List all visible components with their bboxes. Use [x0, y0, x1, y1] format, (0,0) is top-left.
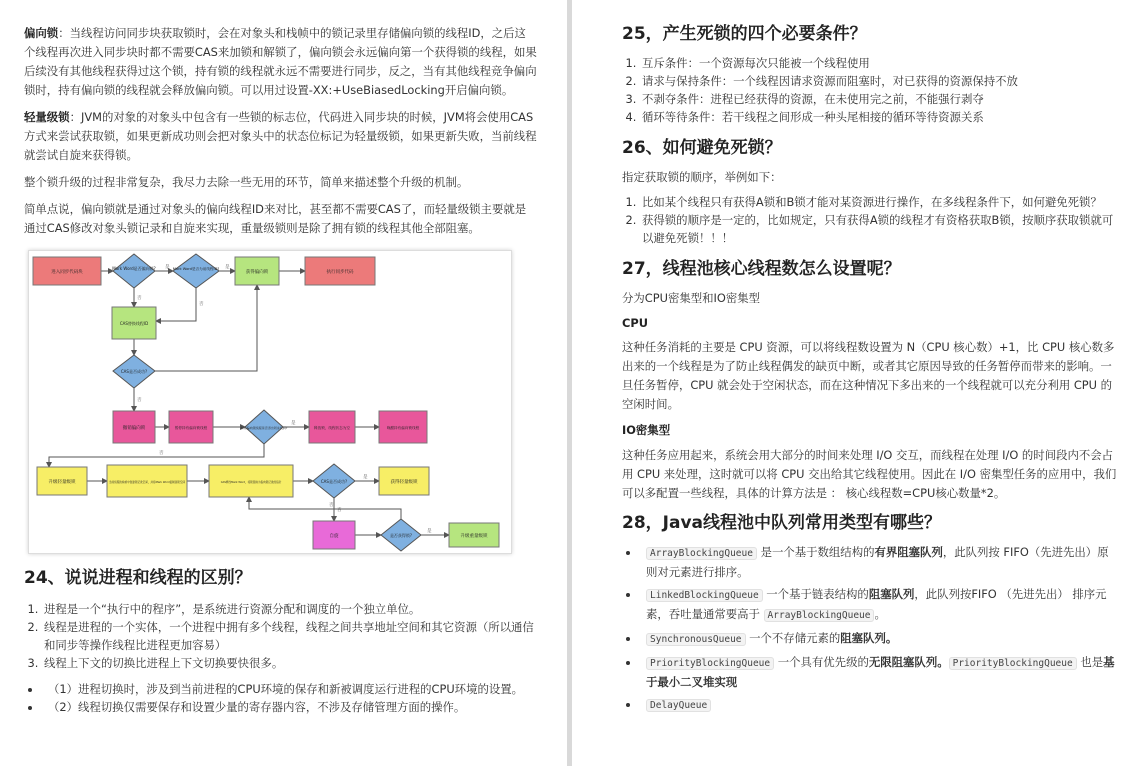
node-is-current-thread-id [173, 254, 219, 288]
list-28 [622, 543, 1119, 715]
list-text: ，此队列按 FIFO（先进先出）原则对元素进行排序。 [646, 545, 1109, 579]
edge-label-yes-2: 是 [225, 265, 230, 270]
list-24-bullets [24, 680, 537, 716]
node-wake-holder-thread-label: 唤醒持有偏向锁线程 [386, 426, 420, 430]
node-cas-modify-mark-word-label: CAS修改Mark Word，将锁替换为指向锁记录的指针 [220, 481, 282, 484]
node-enter-sync-block-label: 进入同步代码块 [51, 270, 83, 275]
edge-label-yes-3: 是 [291, 421, 296, 426]
right-page [572, 0, 1143, 766]
inline-code: DelayQueue [646, 699, 711, 712]
node-get-biased-lock-label: 获得偏向锁 [245, 270, 269, 275]
list-item: 4. 循环等待条件：若干线程之间形成一种头尾相接的循环等待资源关系 [640, 108, 1119, 126]
edge-label-yes-5: 是 [427, 529, 432, 534]
inline-code: PriorityBlockingQueue [949, 657, 1077, 670]
node-upgrade-heavyweight-label: 升级重量级锁 [460, 534, 488, 539]
list-item: 3. 不剥夺条件：进程已经获得的资源，在未使用完之前，不能强行剥夺 [640, 90, 1119, 108]
biased-lock-text: ：当线程访问同步块获取锁时，会在对象头和栈帧中的锁记录里存储偏向锁的线程ID，之后这个线程再次进入同步块时都不需要CAS来加锁和解锁了，偏向锁会永远偏向第一个获得锁的线程，如果后续没有其他线程获得过这个锁，持有锁的线程就永远不需要进行同步，反之，当有其他线程竞争偏向锁时，持有偏向锁的线程就会释放偏向锁。可以用过设置-XX:+UseBiasedLocking开启偏向锁。 [24, 26, 537, 97]
edge-label-no-5: 否 [337, 508, 342, 513]
heading-24: 24、说说进程和线程的区别？ [24, 568, 252, 588]
list-item [640, 695, 1119, 715]
node-holder-exited-label: 持有偏向锁线程是否退出同步代码? [240, 426, 288, 430]
node-get-lightweight-lock-label: 获得轻量级锁 [390, 480, 418, 485]
list-bold: 基于最小二叉堆实现 [646, 655, 1115, 689]
edge-label-yes-1: 是 [165, 265, 170, 270]
list-item: 1. 比如某个线程只有获得A锁和B锁才能对某资源进行操作，在多线程条件下，如何避免死锁？ [640, 193, 1119, 211]
list-26 [622, 193, 1119, 247]
edge-label-no-4: 否 [159, 451, 164, 456]
list-text: 一个不存储元素的 [745, 631, 841, 645]
list-item: 3. 线程上下文的切换比进程上下文切换要快很多。 [42, 654, 537, 672]
biased-lock-paragraph [24, 24, 537, 100]
list-item [640, 585, 1119, 625]
list-item [640, 543, 1119, 581]
heading-26: 26、如何避免死锁？ [622, 138, 782, 158]
io-subheading: IO密集型 [622, 423, 671, 437]
biased-lock-term: 偏向锁 [24, 26, 59, 40]
cpu-paragraph: 这种任务消耗的主要是 CPU 资源，可以将线程数设置为 N（CPU 核心数）+1，比 CPU 核心数多出来的一个线程是为了防止线程偶发的缺页中断，或者其它原因导致的任务暂停而带来的影响。一旦任务暂停，CPU 就会处于空闲状态，而在这种情况下多出来的一个线程就可以充分利用 CPU 的空闲时间。 [622, 340, 1115, 411]
list-item [640, 629, 1119, 649]
list-text: 一个基于链表结构的 [762, 587, 869, 601]
inline-code: ArrayBlockingQueue [646, 547, 757, 560]
list-item: 2. 获得锁的顺序是一定的，比如规定，只有获得A锁的线程才有资格获取B锁，按顺序获取锁就可以避免死锁！！！ [640, 211, 1119, 247]
paragraph-27: 分为CPU密集型和IO密集型 [622, 291, 761, 305]
left-page [0, 0, 567, 766]
node-spin-label: 自旋 [329, 534, 339, 539]
flowchart-svg [29, 251, 511, 553]
node-execute-sync-code-label: 执行同步代码 [326, 270, 354, 275]
node-got-lock-label: 是否获得锁? [389, 533, 413, 538]
edge-label-no-3: 否 [137, 398, 142, 403]
lightweight-lock-text: ：JVM的对象的对象头中包含有一些锁的标志位，代码进入同步块的时候，JVM将会使用CAS方式来尝试获取锁，如果更新成功则会把对象头中的状态位标记为轻量级锁，如果更新失败，当前线程就尝试自旋来获得锁。 [24, 110, 537, 162]
heading-27: 27，线程池核心线程数怎么设置呢？ [622, 259, 901, 279]
edge-label-no-2: 否 [199, 302, 204, 307]
inline-code: ArrayBlockingQueue [764, 609, 875, 622]
list-25 [622, 54, 1119, 126]
inline-code: SynchronousQueue [646, 633, 746, 646]
edge-label-yes-4: 是 [363, 475, 368, 480]
node-upgrade-lightweight-label: 升级轻量级锁 [48, 480, 76, 485]
list-text: 一个具有优先级的 [774, 655, 869, 669]
node-is-current-thread-id-label: Mark Word是否为前线程ID? [172, 267, 220, 271]
list-bold: 阻塞队列。 [840, 631, 898, 645]
list-item: • （1）进程切换时，涉及到当前进程的CPU环境的保存和新被调度运行进程的CPU环境的设置。 [42, 680, 537, 698]
list-item: 2. 线程是进程的一个实体，一个进程中拥有多个线程，线程之间共享地址空间和其它资源（所以通信和同步等操作线程比进程更加容易） [42, 618, 537, 654]
list-text: 是一个基于数组结构的 [756, 545, 875, 559]
list-item: • （2）线程切换仅需要保存和设置少量的寄存器内容，不涉及存储管理方面的操作。 [42, 698, 537, 716]
list-text: 也是 [1076, 655, 1104, 669]
paragraph-26: 指定获取锁的顺序，举例如下： [622, 170, 782, 184]
cpu-subheading: CPU [622, 316, 648, 330]
list-item: 2. 请求与保持条件：一个线程因请求资源而阻塞时，对已获得的资源保持不放 [640, 72, 1119, 90]
list-text: 。 [874, 607, 886, 621]
node-create-lock-record-label: 当前线程的栈帧中创建锁记录空间，并将Mark Word复制到锁空间 [108, 481, 186, 484]
list-bold: 有界阻塞队列 [874, 545, 943, 559]
edge-label-no-1: 否 [137, 296, 142, 301]
node-cas-success-2-label: CAS是否成功? [320, 479, 348, 484]
heading-25: 25，产生死锁的四个必要条件？ [622, 24, 867, 44]
node-pause-holder-thread-label: 暂停持有偏向锁线程 [174, 426, 208, 430]
node-release-lock-label: 释放锁，线程状态为空 [314, 426, 350, 430]
list-24-ordered [24, 600, 537, 672]
list-bold: 阻塞队列 [868, 587, 915, 601]
lock-upgrade-summary: 简单点说，偏向锁就是通过对象头的偏向线程ID来对比，甚至都不需要CAS了，而轻量级锁主要就是通过CAS修改对象头锁记录和自旋来实现，重量级锁则是除了拥有锁的线程其他全部阻塞。 [24, 202, 527, 235]
node-is-biased-lock [113, 254, 155, 288]
inline-code: PriorityBlockingQueue [646, 657, 774, 670]
list-bold: 无限阻塞队列。 [868, 655, 949, 669]
node-cas-success-1-label: CAS是否成功? [120, 369, 148, 374]
list-item: 1. 进程是一个“执行中的程序”，是系统进行资源分配和调度的一个独立单位。 [42, 600, 537, 618]
node-revoke-biased-lock-label: 撤销偏向锁 [122, 426, 146, 431]
lightweight-lock-paragraph [24, 108, 537, 165]
list-item: 1. 互斥条件：一个资源每次只能被一个线程使用 [640, 54, 1119, 72]
heading-28: 28，Java线程池中队列常用类型有哪些？ [622, 513, 942, 533]
edge-label-no-6: 否 [329, 503, 334, 508]
inline-code: LinkedBlockingQueue [646, 589, 763, 602]
node-is-biased-lock-label: Mark Word是否偏向锁? [112, 266, 156, 271]
lightweight-lock-term: 轻量级锁 [24, 110, 70, 124]
lock-upgrade-flowchart [28, 250, 512, 554]
io-paragraph: 这种任务应用起来，系统会用大部分的时间来处理 I/O 交互，而线程在处理 I/O 的时间段内不会占用 CPU 来处理，这时就可以将 CPU 交出给其它线程使用。因此在 I/O 密集型任务的应用中，我们可以多配置一些线程，具体的计算方法是 ： 核心线程数=CPU核心数量*2。 [622, 448, 1117, 500]
list-item [640, 653, 1119, 691]
list-text: ，此队列按FIFO （先进先出） 排序元素，吞吐量通常要高于 [646, 587, 1107, 621]
lock-upgrade-intro: 整个锁升级的过程非常复杂，我尽力去除一些无用的环节，简单来描述整个升级的机制。 [24, 175, 469, 189]
node-cas-replace-thread-id-label: CAS替换线程ID [119, 321, 149, 326]
